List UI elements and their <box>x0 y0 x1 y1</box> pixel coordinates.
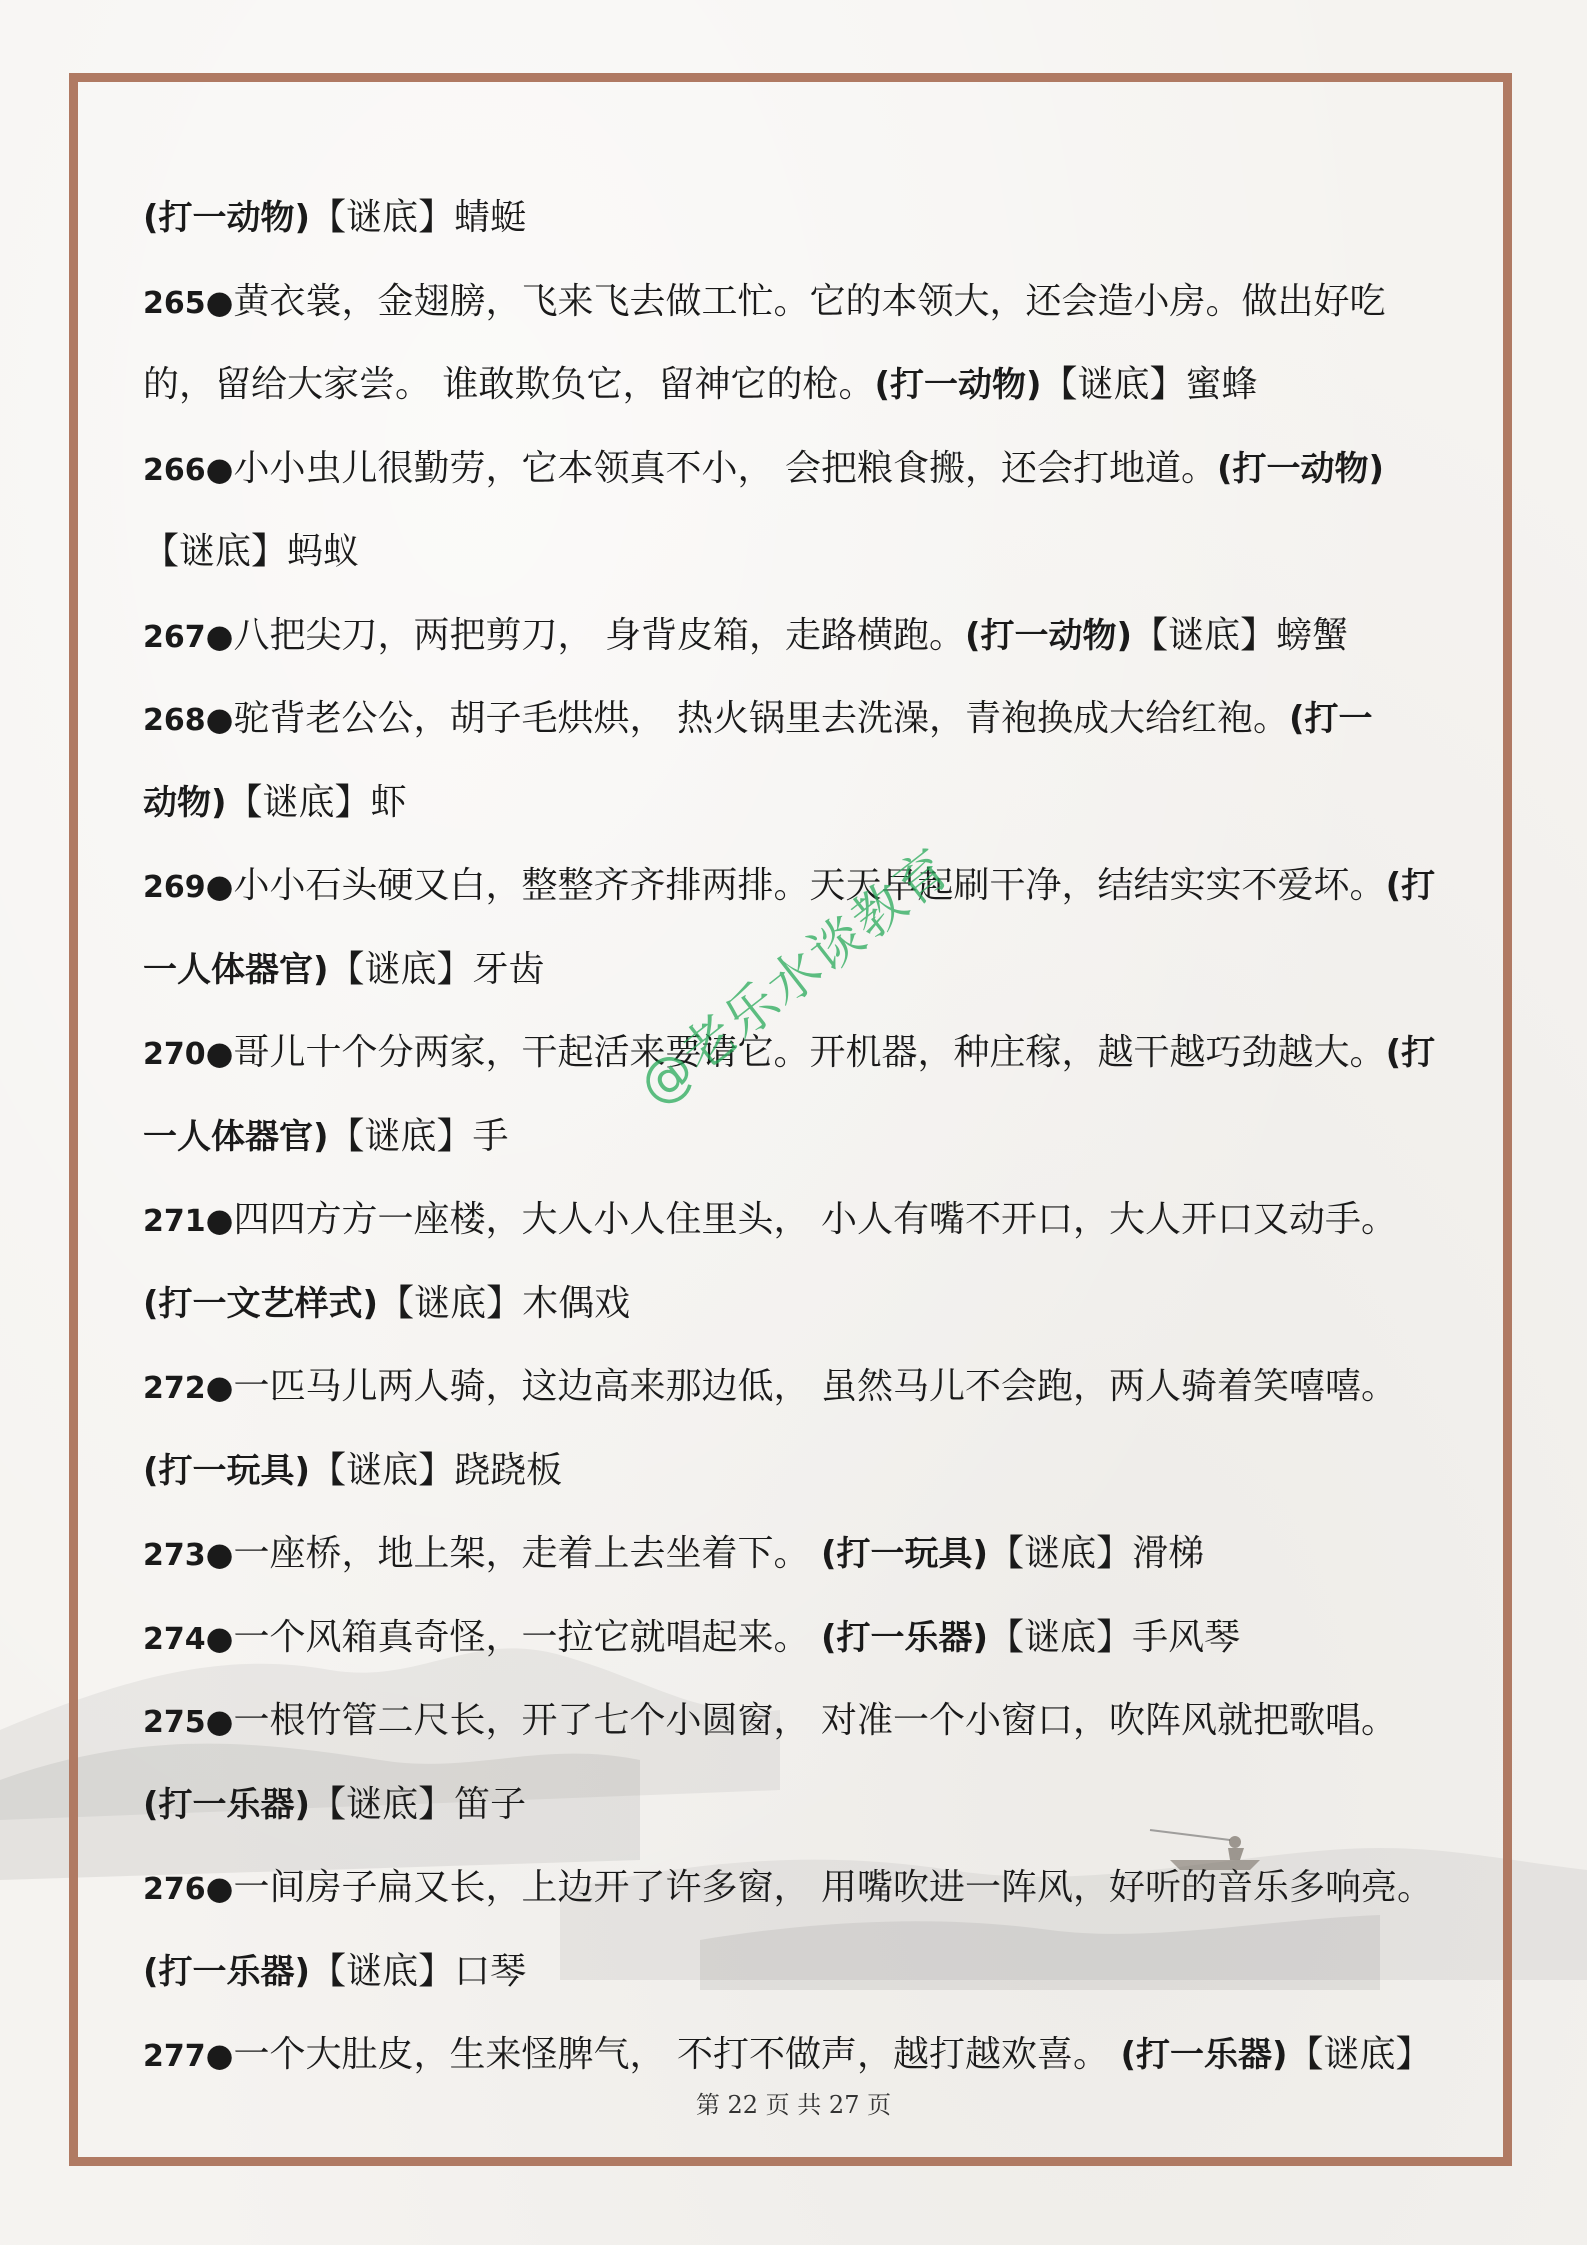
text-line <box>143 1262 1448 1346</box>
text-line <box>143 1178 1448 1262</box>
riddle-text: 【谜底】手风琴 <box>988 1616 1241 1658</box>
riddle-text: 一个风箱真奇怪，一拉它就唱起来。 <box>233 1616 821 1658</box>
riddle-number: 265 <box>143 285 206 321</box>
riddle-number: 270 <box>143 1037 206 1072</box>
text-line <box>143 1512 1448 1596</box>
riddle-text: 【谜底】蜻蜓 <box>310 197 527 238</box>
riddle-number: 274 <box>143 1621 206 1657</box>
text-line <box>143 594 1448 678</box>
bullet-icon: ● <box>205 1368 234 1406</box>
bullet-icon: ● <box>205 449 234 488</box>
riddle-category: (打 <box>1385 1033 1436 1073</box>
riddle-number: 273 <box>143 1538 206 1573</box>
text-line <box>143 343 1448 427</box>
riddle-category: (打一动物) <box>965 615 1133 656</box>
text-line <box>143 844 1448 928</box>
riddle-text: 【谜底】螃蟹 <box>1132 614 1349 656</box>
text-line <box>143 2013 1448 2097</box>
riddle-text: 【谜底】蜜蜂 <box>1041 364 1258 405</box>
text-line <box>143 1763 1448 1847</box>
text-line <box>143 176 1448 260</box>
riddle-category: (打一动物) <box>874 365 1042 405</box>
riddle-category: 一人体器官) <box>143 1116 329 1157</box>
riddle-category: (打一乐器) <box>1120 2035 1288 2075</box>
bullet-icon: ● <box>205 282 234 321</box>
bullet-icon: ● <box>205 1702 234 1740</box>
riddle-category: 动物) <box>143 782 227 823</box>
page-footer: 第 22 页 共 27 页 <box>695 2091 892 2119</box>
text-line <box>143 1345 1448 1429</box>
riddle-number: 268 <box>143 703 206 738</box>
bullet-icon: ● <box>205 1618 234 1657</box>
riddle-text: 【谜底】笛子 <box>310 1783 527 1825</box>
riddle-text: 【谜底】手 <box>328 1115 509 1157</box>
watermark: @老乐水谈教育 <box>628 837 963 1118</box>
riddle-number: 269 <box>143 870 206 905</box>
text-line <box>143 761 1448 845</box>
riddle-number: 267 <box>143 619 206 655</box>
riddle-text: 一个大肚皮，生来怪脾气， 不打不做声，越打越欢喜。 <box>233 2034 1121 2075</box>
riddle-number: 272 <box>143 1371 206 1406</box>
riddle-category: (打一玩具) <box>821 1534 989 1574</box>
riddle-category: (打一乐器) <box>821 1617 989 1658</box>
riddle-category: (打 <box>1385 866 1436 906</box>
riddle-text: 一间房子扁又长，上边开了许多窗， 用嘴吹进一阵风，好听的音乐多响亮。 <box>233 1867 1433 1908</box>
riddle-category: (打一文艺样式) <box>143 1283 379 1324</box>
riddle-text: 【谜底】牙齿 <box>328 948 545 990</box>
riddle-number: 277 <box>143 2039 206 2074</box>
bullet-icon: ● <box>205 616 234 655</box>
bullet-icon: ● <box>205 867 234 905</box>
riddle-number: 271 <box>143 1204 206 1239</box>
riddle-text: 【谜底】口琴 <box>310 1950 527 1992</box>
riddle-text: 小小石头硬又白，整整齐齐排两排。天天早起刷干净，结结实实不爱坏。 <box>233 865 1386 906</box>
riddle-category: (打一 <box>1289 699 1373 739</box>
riddle-list <box>143 176 1448 2097</box>
riddle-number: 266 <box>143 452 206 488</box>
bullet-icon: ● <box>205 2036 234 2074</box>
riddle-category: 一人体器官) <box>143 949 329 990</box>
riddle-category: (打一乐器) <box>143 1784 311 1825</box>
riddle-text: 【谜底】跷跷板 <box>310 1449 563 1491</box>
riddle-text: 【谜底】虾 <box>226 781 407 823</box>
riddle-text: 八把尖刀，两把剪刀， 身背皮箱，走路横跑。 <box>233 614 965 656</box>
riddle-text: 一匹马儿两人骑，这边高来那边低， 虽然马儿不会跑，两人骑着笑嘻嘻。 <box>233 1366 1397 1407</box>
bullet-icon: ● <box>205 700 234 738</box>
riddle-number: 275 <box>143 1705 206 1740</box>
text-line <box>143 1930 1448 2014</box>
bullet-icon: ● <box>205 1034 234 1072</box>
riddle-text: 【谜底】 <box>1287 2034 1432 2075</box>
text-line <box>143 1429 1448 1513</box>
riddle-text: 【谜底】蚂蚁 <box>143 531 360 572</box>
riddle-category: (打一动物) <box>143 198 311 238</box>
riddle-category: (打一玩具) <box>143 1450 311 1491</box>
riddle-text: 一座桥，地上架，走着上去坐着下。 <box>233 1533 821 1574</box>
bullet-icon: ● <box>205 1869 234 1907</box>
riddle-text: 哥儿十个分两家，干起活来要请它。开机器，种庄稼，越干越巧劲越大。 <box>233 1032 1386 1073</box>
riddle-text: 【谜底】木偶戏 <box>378 1282 631 1324</box>
riddle-text: 驼背老公公，胡子毛烘烘， 热火锅里去洗澡，青袍换成大给红袍。 <box>233 698 1289 739</box>
text-line <box>143 1679 1448 1763</box>
riddle-text: 四四方方一座楼，大人小人住里头， 小人有嘴不开口，大人开口又动手。 <box>233 1199 1397 1240</box>
riddle-category: (打一乐器) <box>143 1951 311 1992</box>
riddle-text: 黄衣裳，金翅膀，飞来飞去做工忙。它的本领大，还会造小房。做出好吃 <box>233 280 1386 322</box>
text-line <box>143 677 1448 761</box>
riddle-text: 【谜底】滑梯 <box>988 1533 1205 1574</box>
text-line <box>143 1095 1448 1179</box>
text-line <box>143 1846 1448 1930</box>
text-line <box>143 260 1448 344</box>
text-line <box>143 510 1448 594</box>
text-line <box>143 1011 1448 1095</box>
bullet-icon: ● <box>205 1535 234 1573</box>
text-line <box>143 427 1448 511</box>
text-line <box>143 1596 1448 1680</box>
riddle-category: (打一动物) <box>1217 448 1385 489</box>
riddle-number: 276 <box>143 1872 206 1907</box>
bullet-icon: ● <box>205 1201 234 1239</box>
riddle-text: 小小虫儿很勤劳，它本领真不小， 会把粮食搬，还会打地道。 <box>233 447 1217 489</box>
riddle-text: 一根竹管二尺长，开了七个小圆窗， 对准一个小窗口，吹阵风就把歌唱。 <box>233 1700 1397 1741</box>
riddle-text: 的，留给大家尝。 谁敢欺负它，留神它的枪。 <box>143 364 875 405</box>
